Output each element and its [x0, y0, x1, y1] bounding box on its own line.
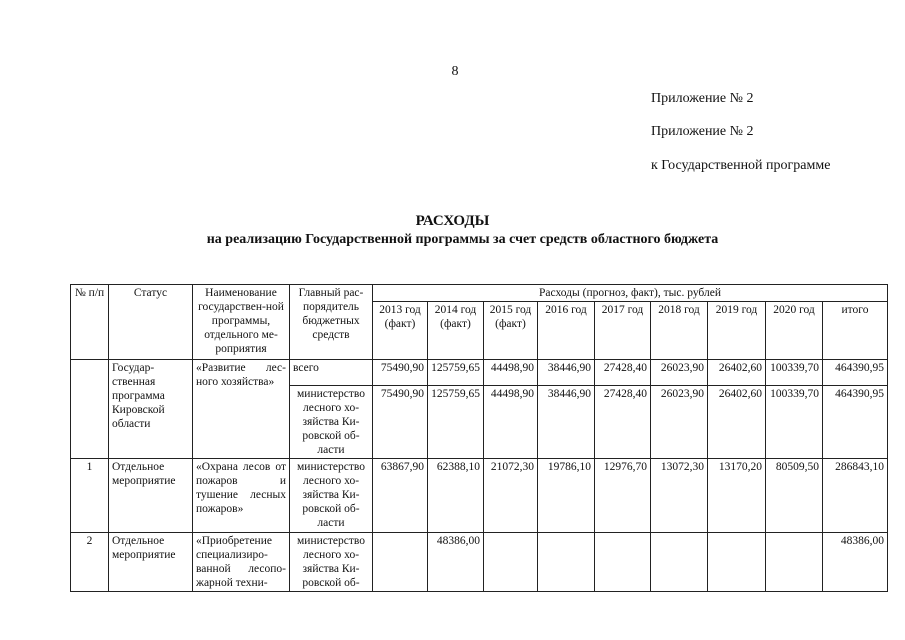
header-year: 2015 год (факт) — [484, 302, 538, 360]
header-year: 2016 год — [538, 302, 595, 360]
cell-value: 38446,90 — [538, 386, 595, 459]
cell-value — [651, 533, 708, 592]
cell-status: Отдельное мероприятие — [109, 459, 193, 533]
cell-num: 2 — [71, 533, 109, 592]
cell-total: 48386,00 — [823, 533, 888, 592]
cell-manager: министерство лесного хо-зяйства Ки-ровской об-ласти — [290, 386, 373, 459]
cell-value: 19786,10 — [538, 459, 595, 533]
header-year: 2020 год — [766, 302, 823, 360]
cell-value: 100339,70 — [766, 360, 823, 386]
cell-value: 48386,00 — [428, 533, 484, 592]
header-name: Наименование государствен-ной программы, отдельного ме-роприятия — [193, 285, 290, 360]
cell-total: 286843,10 — [823, 459, 888, 533]
cell-value — [708, 533, 766, 592]
cell-value: 80509,50 — [766, 459, 823, 533]
cell-value: 125759,65 — [428, 386, 484, 459]
cell-value: 26402,60 — [708, 386, 766, 459]
table-row — [71, 459, 888, 533]
cell-value: 26023,90 — [651, 386, 708, 459]
cell-status: Отдельное мероприятие — [109, 533, 193, 592]
cell-manager: министерство лесного хо-зяйства Ки-ровской об- — [290, 533, 373, 592]
cell-value — [766, 533, 823, 592]
header-year: 2019 год — [708, 302, 766, 360]
table-header-row — [71, 285, 888, 302]
cell-name: «Приобретение специализиро-ванной лесопо-жарной техни- — [193, 533, 290, 592]
annex-label-repeat: Приложение № 2 — [651, 124, 754, 139]
header-status: Статус — [109, 285, 193, 360]
cell-value: 38446,90 — [538, 360, 595, 386]
cell-num — [71, 360, 109, 459]
cell-total: 464390,95 — [823, 386, 888, 459]
cell-value: 26023,90 — [651, 360, 708, 386]
cell-total: 464390,95 — [823, 360, 888, 386]
expenses-table — [70, 284, 888, 592]
cell-value: 100339,70 — [766, 386, 823, 459]
page-number: 8 — [451, 64, 459, 79]
cell-manager: всего — [290, 360, 373, 386]
cell-value: 12976,70 — [595, 459, 651, 533]
cell-num: 1 — [71, 459, 109, 533]
cell-value: 26402,60 — [708, 360, 766, 386]
cell-value: 44498,90 — [484, 386, 538, 459]
cell-name: «Охрана лесов от пожаров и тушение лесных пожаров» — [193, 459, 290, 533]
cell-value: 13072,30 — [651, 459, 708, 533]
header-year: 2018 год — [651, 302, 708, 360]
cell-value: 13170,20 — [708, 459, 766, 533]
cell-name: «Развитие лес-ного хозяйства» — [193, 360, 290, 459]
header-total: итого — [823, 302, 888, 360]
document-subtitle: на реализацию Государственной программы за счет средств областного бюджета — [206, 232, 719, 247]
cell-value: 75490,90 — [373, 360, 428, 386]
cell-value: 75490,90 — [373, 386, 428, 459]
cell-value: 44498,90 — [484, 360, 538, 386]
header-expenses: Расходы (прогноз, факт), тыс. рублей — [373, 285, 888, 302]
cell-status: Государ-ственная программа Кировской области — [109, 360, 193, 459]
cell-value: 21072,30 — [484, 459, 538, 533]
document-title: РАСХОДЫ — [415, 213, 490, 229]
header-num: № п/п — [71, 285, 109, 360]
cell-value — [373, 533, 428, 592]
cell-manager: министерство лесного хо-зяйства Ки-ровской об-ласти — [290, 459, 373, 533]
header-manager: Главный рас-порядитель бюджетных средств — [290, 285, 373, 360]
header-year: 2017 год — [595, 302, 651, 360]
cell-value — [484, 533, 538, 592]
cell-value: 62388,10 — [428, 459, 484, 533]
table-row — [71, 360, 888, 386]
cell-value — [538, 533, 595, 592]
cell-value: 63867,90 — [373, 459, 428, 533]
annex-label: Приложение № 2 — [651, 91, 754, 106]
annex-reference: к Государственной программе — [651, 158, 831, 173]
cell-value: 27428,40 — [595, 360, 651, 386]
cell-value — [595, 533, 651, 592]
cell-value: 27428,40 — [595, 386, 651, 459]
cell-value: 125759,65 — [428, 360, 484, 386]
header-year: 2014 год (факт) — [428, 302, 484, 360]
header-year: 2013 год (факт) — [373, 302, 428, 360]
table-row — [71, 533, 888, 592]
